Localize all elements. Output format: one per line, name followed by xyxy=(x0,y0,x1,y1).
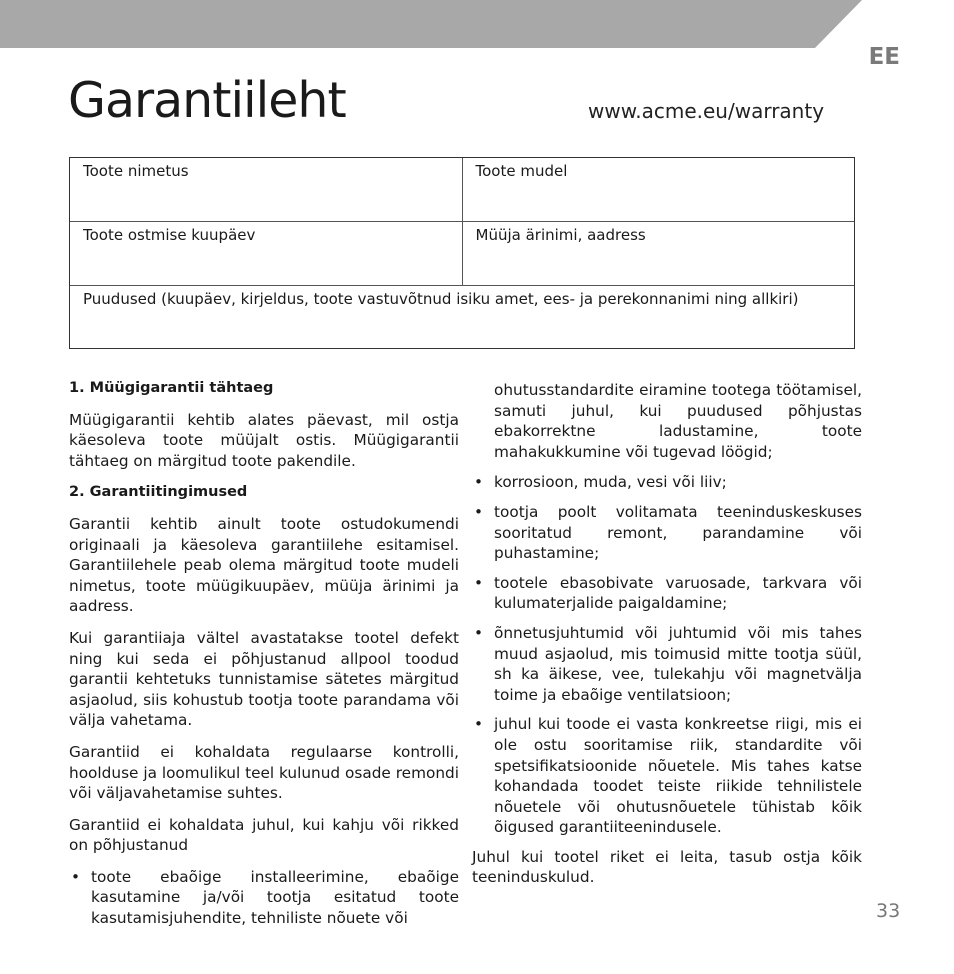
list-item-text: korrosioon, muda, vesi või liiv; xyxy=(494,473,727,492)
form-row xyxy=(70,286,854,348)
list-item-text: tootele ebasobivate varuosade, tarkvara või kulumaterjalide paigaldamine; xyxy=(494,573,862,613)
closing-paragraph: Juhul kui tootel riket ei leita, tasub ostja kõik teeninduskulud. xyxy=(472,847,862,887)
list-item xyxy=(472,472,862,493)
section-heading: 2. Garantiitingimused xyxy=(69,484,248,501)
language-code: EE xyxy=(868,44,900,70)
bullet-icon: • xyxy=(474,473,484,492)
purchase-date-field[interactable]: Toote ostmise kuupäev xyxy=(70,222,463,285)
page-number: 33 xyxy=(876,900,901,922)
list-item-text: tootja poolt volitamata teeninduskeskuses sooritatud remont, parandamine või puhastamine; xyxy=(494,502,862,563)
list-item xyxy=(69,867,459,929)
paragraph: Garantiid ei kohaldata juhul, kui kahju või rikked on põhjustanud xyxy=(69,815,459,855)
page-title: Garantiileht xyxy=(68,72,346,129)
bullet-icon: • xyxy=(474,715,484,734)
list-item-continuation: ohutusstandardite eiramine tootega töötamisel, samuti juhul, kui puudused põhjustas ebakorrektne ladustamine, toote mahakukkumine või tugevad löögid; xyxy=(494,381,862,461)
paragraph: Kui garantiiaja vältel avastatakse tootel defekt ning kui seda ei põhjustanud allpool toodud garantii kehtetuks tunnistamise sätetes märgitud asjaolud, siis kohustub tootja toote parandama või välja vahetama. xyxy=(69,628,459,730)
paragraph: Müügigarantii kehtib alates päevast, mil ostja käesoleva toote müüjalt ostis. Müügigarantii tähtaeg on märgitud toote pakendile. xyxy=(69,410,459,470)
list-item-text: toote ebaõige installeerimine, ebaõige kasutamine ja/või tootja esitatud toote kasutamisjuhendite, tehniliste nõuete või xyxy=(91,867,459,928)
list-item xyxy=(472,502,862,564)
list-item-text: juhul kui toode ei vasta konkreetse riigi, mis ei ole ostu sooritamise riik, standardite või spetsifikatsioonide nõuetele. Mis tahes katse kohandada toodet teiste riikide tehnilistele nõuetele või ohutusnõuetele tühistab kõik õigused garantiiteenindusele. xyxy=(494,715,862,837)
seller-field[interactable]: Müüja ärinimi, aadress xyxy=(475,226,646,244)
paragraph: Garantiid ei kohaldata regulaarse kontrolli, hoolduse ja loomulikul teel kulunud osade remondi või väljavahetamise suhtes. xyxy=(69,742,459,803)
header-bar xyxy=(0,0,862,48)
bullet-icon: • xyxy=(474,502,484,521)
list-item-text: õnnetusjuhtumid või juhtumid või mis tahes muud asjaolud, mis toimusid mitte tootja süül, sh ka äikese, vee, tulekahju või magnetvälja toime ja ebaõige ventilatsioon; xyxy=(494,623,862,704)
warranty-form xyxy=(69,157,855,349)
paragraph: Garantii kehtib ainult toote ostudokumendi originaali ja käesoleva garantiilehe esitamisel. Garantiilehele peab olema märgitud toote mudeli nimetus, toote müügikuupäev, müüja ärinimi ja aadress. xyxy=(69,514,459,616)
bullet-icon: • xyxy=(474,623,484,642)
product-name-field[interactable]: Toote nimetus xyxy=(70,158,463,221)
condition-list xyxy=(69,867,459,929)
list-item xyxy=(472,623,862,705)
condition-list xyxy=(472,472,862,838)
bullet-icon: • xyxy=(71,867,81,886)
left-column xyxy=(69,378,459,938)
form-row xyxy=(70,222,854,286)
list-item xyxy=(472,714,862,838)
form-row xyxy=(70,158,854,222)
bullet-icon: • xyxy=(474,573,484,592)
product-model-field[interactable]: Toote mudel xyxy=(475,162,568,180)
warranty-url: www.acme.eu/warranty xyxy=(588,99,825,123)
right-column xyxy=(472,380,862,899)
defects-field[interactable]: Puudused (kuupäev, kirjeldus, toote vastuvõtnud isiku amet, ees- ja perekonnanimi ning allkiri) xyxy=(83,290,799,308)
list-item xyxy=(472,573,862,614)
section-heading: 1. Müügigarantii tähtaeg xyxy=(69,380,274,396)
